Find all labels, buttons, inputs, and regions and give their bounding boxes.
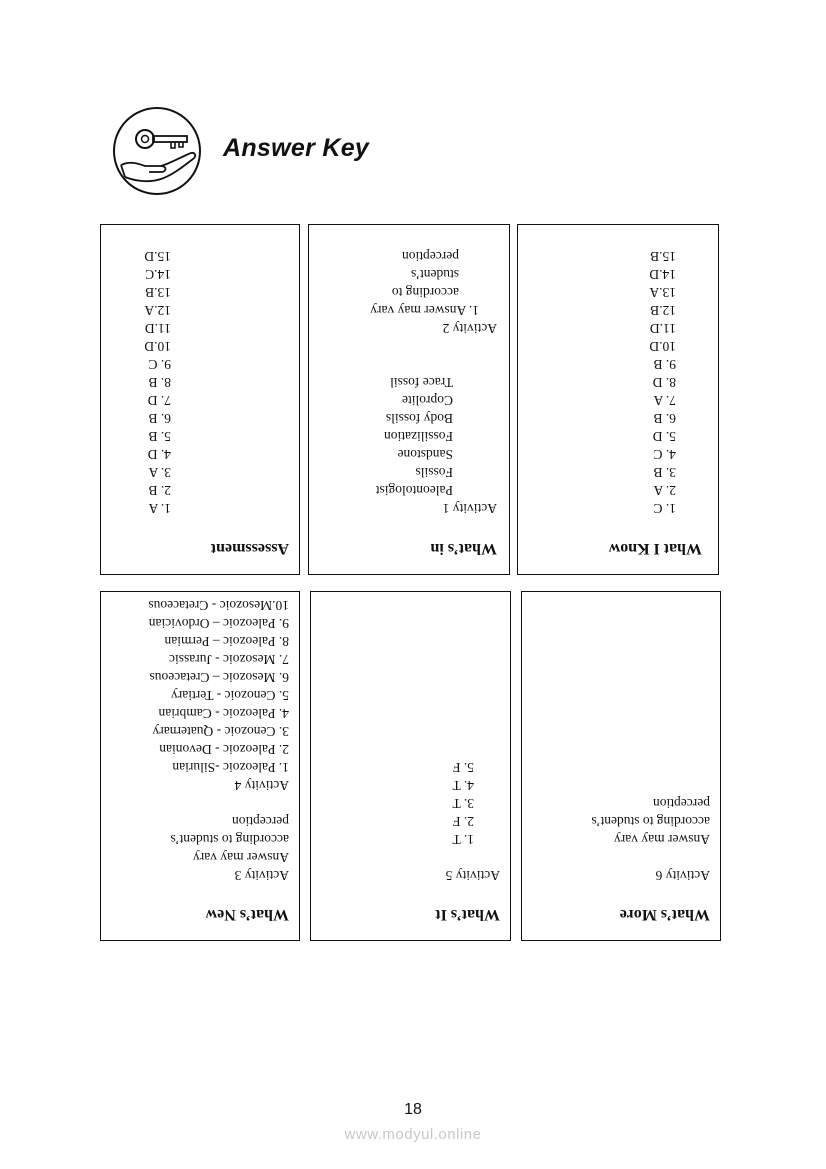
- list-item: 14.D: [649, 267, 676, 282]
- whats-new-heading: What’s New: [205, 906, 289, 923]
- list-item: 5. B: [148, 429, 171, 444]
- list-item: Body fossils: [385, 411, 453, 426]
- list-item: Paleontologist: [375, 483, 453, 498]
- what-i-know-box: [517, 224, 719, 575]
- list-item: 7. A: [653, 393, 676, 408]
- list-item: 6. Mesozoic – Cretaceous: [149, 670, 289, 685]
- list-item: 11.D: [649, 321, 676, 336]
- list-item: perception: [402, 249, 459, 264]
- list-item: 6. B: [653, 411, 676, 426]
- key-in-hand-icon: [115, 109, 199, 193]
- list-item: 5. Cenozoic - Tertiary: [170, 688, 289, 703]
- list-item: Trace fossil: [390, 375, 453, 390]
- list-item: 6. B: [148, 411, 171, 426]
- list-item: 3. Cenozoic - Quaternary: [152, 724, 289, 739]
- list-item: 15.D: [144, 249, 171, 264]
- list-item: perception: [653, 796, 710, 811]
- what-i-know-heading: What I Know: [608, 540, 702, 557]
- list-item: Answer may vary: [614, 832, 710, 847]
- list-item: 12.B: [650, 303, 676, 318]
- whats-more-box: [521, 591, 721, 941]
- list-item: 5. D: [652, 429, 676, 444]
- list-item: Answer may vary: [193, 850, 289, 865]
- list-item: according to student’s: [170, 832, 289, 847]
- list-item: 1. Paleozoic -Silurian: [172, 760, 289, 775]
- list-item: 9. B: [653, 357, 676, 372]
- list-item: perception: [232, 814, 289, 829]
- list-item: 9. C: [148, 357, 171, 372]
- activity-label: Activity 2: [442, 321, 497, 336]
- whats-more-heading: What’s More: [619, 906, 710, 923]
- list-item: 3. B: [653, 465, 676, 480]
- activity-label: Activity 6: [655, 868, 710, 883]
- list-item: 12.A: [144, 303, 171, 318]
- list-item: 14.C: [145, 267, 171, 282]
- list-item: 1. A: [148, 501, 171, 516]
- activity-label: Activity 5: [445, 868, 500, 883]
- answer-key-logo: [113, 107, 201, 195]
- whats-in-heading: What’s in: [430, 540, 497, 557]
- list-item: 2. Paleozoic - Devonian: [159, 742, 289, 757]
- list-item: student’s: [410, 267, 459, 282]
- list-item: 8. Paleozoic – Permian: [164, 634, 289, 649]
- list-item: according to: [391, 285, 459, 300]
- list-item: 5. F: [452, 760, 474, 775]
- list-item: Fossils: [415, 465, 453, 480]
- list-item: 11.D: [144, 321, 171, 336]
- list-item: 10.D: [144, 339, 171, 354]
- list-item: 1. Answer may vary: [370, 303, 479, 318]
- list-item: 8. D: [652, 375, 676, 390]
- list-item: 10.Mesozoic - Cretaceous: [148, 598, 289, 613]
- list-item: 4. C: [653, 447, 676, 462]
- list-item: according to student’s: [591, 814, 710, 829]
- whats-it-box: [310, 591, 511, 941]
- list-item: 4. Paleozoic - Cambrian: [158, 706, 289, 721]
- list-item: 3. T: [452, 796, 474, 811]
- list-item: 4. D: [147, 447, 171, 462]
- whats-it-heading: What’s It: [435, 906, 500, 923]
- list-item: 13.B: [145, 285, 171, 300]
- list-item: 7. Mesozoic - Jurassic: [169, 652, 289, 667]
- page-number: 18: [404, 1101, 422, 1118]
- list-item: 3. A: [148, 465, 171, 480]
- assessment-box: [100, 224, 300, 575]
- activity-label: Activity 1: [442, 501, 497, 516]
- list-item: 9. Paleozoic – Ordovician: [148, 616, 289, 631]
- whats-in-box: [308, 224, 510, 575]
- list-item: Coprolite: [402, 393, 453, 408]
- list-item: 7. D: [147, 393, 171, 408]
- list-item: 2. A: [653, 483, 676, 498]
- activity-label: Activity 4: [234, 778, 289, 793]
- activity-label: Activity 3: [234, 868, 289, 883]
- list-item: 2. B: [148, 483, 171, 498]
- list-item: 10.D: [649, 339, 676, 354]
- list-item: Sandstone: [397, 447, 453, 462]
- list-item: Fossilization: [383, 429, 453, 444]
- list-item: 4. T: [452, 778, 474, 793]
- list-item: 2. F: [452, 814, 474, 829]
- list-item: 8. B: [148, 375, 171, 390]
- list-item: 13.A: [649, 285, 676, 300]
- list-item: 1. T: [452, 832, 474, 847]
- assessment-heading: Assessment: [210, 540, 289, 557]
- list-item: 15.B: [650, 249, 676, 264]
- page-title: Answer Key: [223, 134, 370, 162]
- watermark: www.modyul.online: [344, 1126, 482, 1143]
- whats-new-box: [100, 591, 300, 941]
- list-item: 1. C: [653, 501, 676, 516]
